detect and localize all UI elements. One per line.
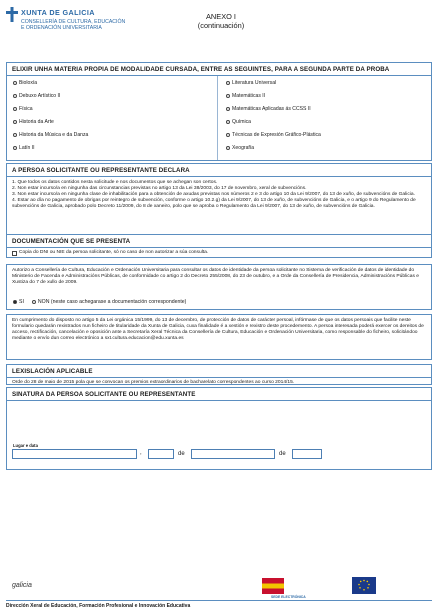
subject-option[interactable]: [226, 132, 321, 138]
month-input[interactable]: [191, 449, 275, 459]
subject-radio[interactable]: [13, 107, 17, 111]
sede-electronica-label: SEDE ELECTRÓNICA: [271, 595, 306, 599]
documentation-item-label: Copia do DNI ou NIE da persoa solicitante, só no caso de non autorizar a súa consulta.: [19, 250, 209, 255]
de-separator-1: de: [178, 451, 185, 457]
auth-yes-radio[interactable]: [13, 300, 17, 304]
subject-option[interactable]: [13, 145, 35, 151]
subject-option[interactable]: [13, 119, 54, 125]
galicia-brand: galicia: [12, 582, 32, 589]
authorization-section: [6, 264, 432, 310]
org-sub-line1: CONSELLERÍA DE CULTURA, EDUCACIÓN: [21, 19, 126, 25]
documentation-item[interactable]: [7, 248, 431, 259]
legislation-section: [6, 364, 432, 385]
subject-option[interactable]: [226, 93, 265, 99]
declaration-item: 3. Non estar incurso/a en ningunha clase de inhabilitación para a obtención de axudas previstas nos números 2 e 3 do artigo 10 da Lei 9/2007, do 13 de xuño, de subvencións de Galicia.: [12, 192, 415, 198]
xunta-logo: [6, 7, 176, 47]
annex-heading: [176, 12, 266, 30]
subject-label: Historia da Música e da Danza: [19, 132, 89, 138]
xunta-cross-icon: [6, 7, 18, 22]
subjects-title: ELIXIR UNHA MATERIA PROPIA DE MODALIDADE CURSADA, ENTRE AS SEGUINTES, PARA A SEGUNDA PARTE DA PROBA: [7, 63, 431, 76]
subject-option[interactable]: [226, 80, 276, 86]
spain-flag-icon: [262, 578, 284, 594]
subject-option[interactable]: [13, 80, 37, 86]
subject-option[interactable]: [13, 132, 88, 138]
annex-subtitle: (continuación): [197, 21, 245, 30]
eu-flag-icon: [352, 577, 376, 594]
subject-radio[interactable]: [13, 81, 17, 85]
subject-label: Técnicas de Expresión Gráfico-Plástica: [232, 132, 321, 138]
subject-radio[interactable]: [226, 94, 230, 98]
declaration-item: 2. Non estar incurso/a en ningunha das circunstancias previstas no artigo 13 da Lei 38/2003, do 17 de novembro, xeral de subvencións.: [12, 186, 307, 192]
legislation-title: LEXISLACIÓN APLICABLE: [7, 365, 431, 378]
auth-yes-label: SI: [19, 299, 24, 305]
documentation-section: [6, 234, 432, 258]
subject-radio[interactable]: [13, 120, 17, 124]
subject-option[interactable]: [226, 106, 311, 112]
eu-stars-icon: [352, 577, 376, 594]
year-input[interactable]: [292, 449, 322, 459]
declaration-list: [7, 177, 431, 213]
subject-label: Latín II: [19, 145, 35, 151]
footer-department: Dirección Xeral de Educación, Formación Profesional e Innovación Educativa: [6, 603, 191, 609]
signature-title: SINATURA DA PERSOA SOLICITANTE OU REPRESENTANTE: [7, 388, 431, 401]
place-date-label: Lugar e data: [13, 443, 38, 448]
footer-divider: [6, 600, 432, 601]
authorization-options: [13, 299, 186, 305]
subject-radio[interactable]: [226, 81, 230, 85]
subject-option[interactable]: [226, 119, 251, 125]
subject-radio[interactable]: [226, 146, 230, 150]
subject-label: Historia da Arte: [19, 119, 54, 125]
subject-label: Matemáticas Aplicadas ás CCSS II: [232, 106, 311, 112]
auth-no-option[interactable]: [32, 299, 187, 305]
subject-label: Química: [232, 119, 251, 125]
org-subtitle: [21, 19, 171, 32]
subject-radio[interactable]: [13, 94, 17, 98]
auth-no-label: NON (neste caso achegarase a documentación correspondente): [37, 299, 187, 305]
subject-option[interactable]: [226, 145, 254, 151]
annex-title: ANEXO I: [206, 12, 236, 21]
legislation-text: Orde do 28 de maio de 2015 pola que se convocan os premios extraordinarios de bacharelato correspondentes ao curso 2014/15.: [12, 380, 295, 385]
subject-option[interactable]: [13, 93, 60, 99]
subject-radio[interactable]: [13, 146, 17, 150]
subject-radio[interactable]: [13, 133, 17, 137]
subjects-grid: [7, 76, 431, 160]
subject-label: Literatura Universal: [232, 80, 277, 86]
subject-label: Bioloxía: [19, 80, 38, 86]
org-title: XUNTA DE GALICIA: [21, 8, 95, 17]
subject-radio[interactable]: [226, 107, 230, 111]
comma-separator: ,: [140, 450, 142, 456]
authorization-text: Autorizo a Consellería de Cultura, Educación e Ordenación Universitaria para consultar os datos de identidade da persoa solicitante no Sistema de verificación de datos de identidade do Ministerio de Facenda e Administracións Públicas, de conformidade co artigo 2 do Decreto 255/2008, do 23 de outubro, e a Orde da Consellería de Presidencia, Administracións Públicas e Xustiza do 7 de xullo de 2009.: [12, 268, 419, 286]
auth-yes-option[interactable]: [13, 299, 24, 305]
declaration-title: A PERSOA SOLICITANTE OU REPRESENTANTE DECLARA: [7, 164, 431, 177]
place-input[interactable]: [12, 449, 137, 459]
subject-label: Debuxo Artístico II: [19, 93, 61, 99]
documentation-title: DOCUMENTACIÓN QUE SE PRESENTA: [7, 235, 431, 248]
dni-copy-checkbox[interactable]: [12, 251, 17, 256]
privacy-text: En cumprimento do disposto no artigo 5 da Lei orgánica 15/1999, do 13 de decembro, de protección de datos de carácter persoal, infórmase de que os datos persoais que facilite neste formulario quedarán rexistrados nun ficheiro de titularidade da Xunta de Galicia, cuxa finalidade é a xestión e rexistro deste procedemento. A persoa interesada poderá exercer os dereitos de acceso, rectificación, cancelación e oposición ante a Secretaría Xeral Técnica da Consellería de Cultura, Educación e Ordenación Universitaria, como responsable do ficheiro, solicitándoo mediante o envío dun correo electrónico a sxt.cultura.educacion@edu.xunta.es: [12, 318, 424, 342]
subject-label: Matemáticas II: [232, 93, 266, 99]
declaration-item: 1. Que todos os datos contidos nesta solicitude e nos documentos que se achegan son certos.: [12, 180, 218, 185]
de-separator-2: de: [279, 451, 286, 457]
declaration-section: [6, 163, 432, 235]
subject-radio[interactable]: [226, 133, 230, 137]
subjects-section: [6, 62, 432, 161]
subject-option[interactable]: [13, 106, 33, 112]
privacy-section: [6, 314, 432, 360]
declaration-item: 4. Estar ao día no pagamento de obrigas por reintegro de subvención, conforme o artigo 10.2.g) da Lei 9/2007, do 13 de xuño, de subvencións de Galicia, e o artigo 9 do Regulamento de subvencións de Galicia, aprobado polo Decreto 11/2009, do 8 de xaneiro, polo que se aproba o Regulamento da Lei 9/2007, do 13 de xuño, de subvencións de Galicia.: [12, 198, 416, 210]
subject-label: Xeografía: [232, 145, 255, 151]
signature-section: [6, 387, 432, 470]
subject-radio[interactable]: [226, 120, 230, 124]
org-sub-line2: E ORDENACIÓN UNIVERSITARIA: [21, 25, 102, 32]
auth-no-radio[interactable]: [32, 300, 36, 304]
column-divider: [217, 76, 218, 160]
subject-label: Física: [19, 106, 33, 112]
day-input[interactable]: [148, 449, 174, 459]
